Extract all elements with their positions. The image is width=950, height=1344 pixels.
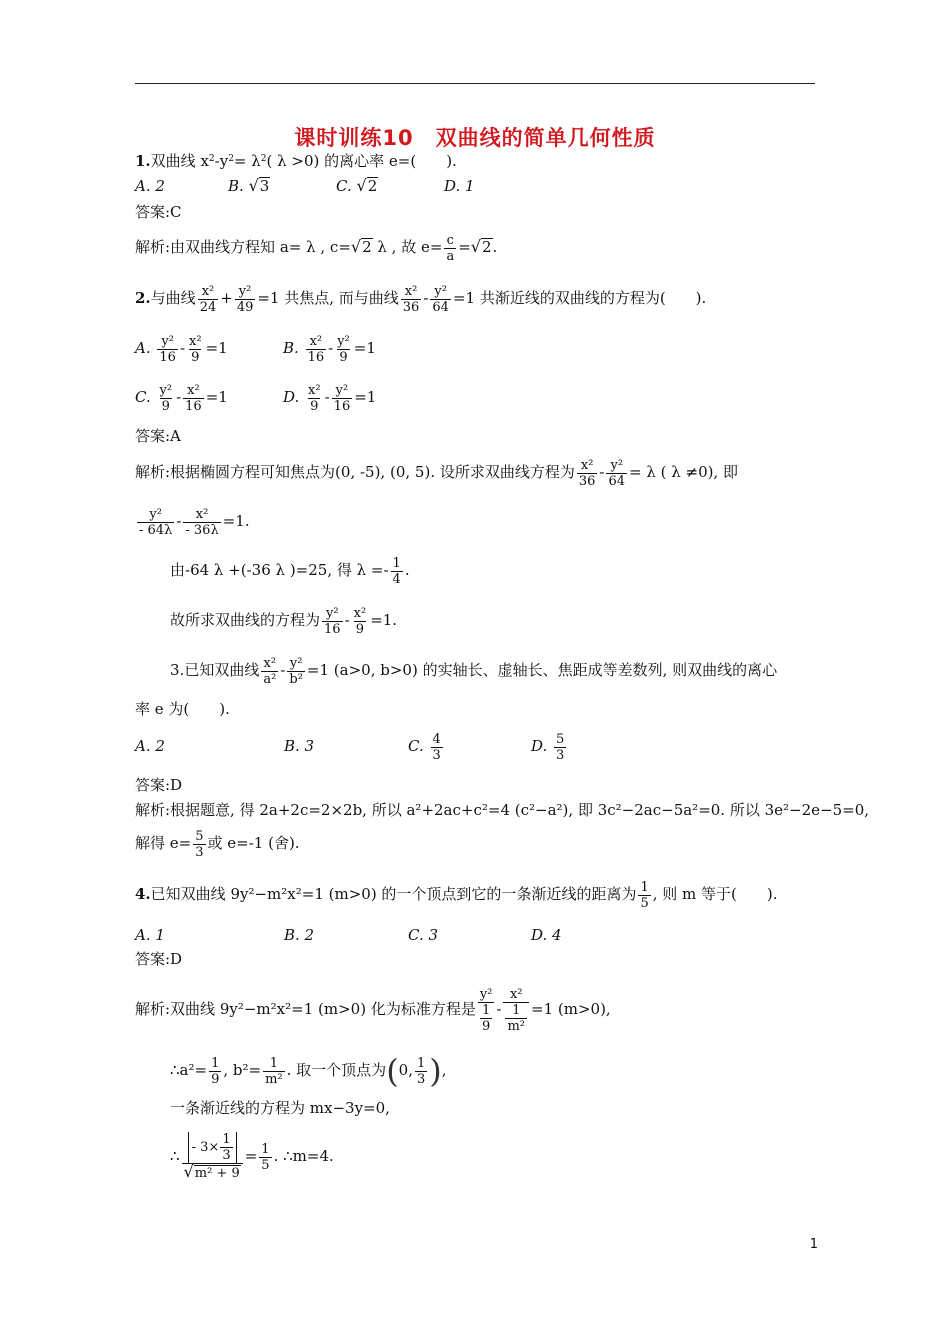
q4-option-a: A. 1 <box>135 926 165 944</box>
q4-answer: 答案:D <box>135 950 183 968</box>
header-rule <box>135 83 815 84</box>
q2-option-b: B. $\frac{\text{x²}}{16}$ - $\frac{\text{y²}}{9}$ =1 <box>283 333 376 365</box>
q3-option-a: A. 2 <box>135 737 165 755</box>
q2-stem: 2.与曲线 $\frac{\text{x²}}{24}$ + $\frac{\text{y²}}{49}$ =1 共焦点, 而与曲线 $\frac{\text{x²}}{36}$ - $\frac{\text{y²}}{64}$ =1 共渐近线的双曲线的方程为( ). <box>135 283 707 315</box>
q2-solution-1: 解析:根据椭圆方程可知焦点为(0, -5), (0, 5). 设所求双曲线方程为 $\frac{\text{x²}}{36}$ - $\frac{\text{y²}}{64}$ = λ ( λ ≠0), 即 <box>135 457 739 489</box>
q1-stem: 1.双曲线 $x^2-y^2= \lambda^2$( λ >0) 的离心率 e=( ). <box>135 152 457 170</box>
q4-solution-1: 解析:双曲线 9y²−m²x²=1 (m>0) 化为标准方程是 $\frac{\text{y²}}{\frac{1}{9}}$ - $\frac{\text{x²}}{\frac{1}{\text{m²}}}$ =1 (m>0), <box>135 986 611 1034</box>
q2-number: 2. <box>135 289 151 307</box>
q2-options-row2 <box>135 379 383 415</box>
page-number: 1 <box>809 1237 818 1252</box>
q1-option-d: D. 1 <box>444 177 475 195</box>
q4-solution-3: 一条渐近线的方程为 mx−3y=0, <box>170 1099 390 1117</box>
q2-solution-4: 故所求双曲线的方程为 $\frac{\text{y²}}{16}$ - $\frac{\text{x²}}{9}$ =1. <box>170 605 398 637</box>
q3-solution-2: 解得 e= $\frac{5}{3}$ 或 e=-1 (舍). <box>135 828 300 860</box>
q3-number: 3. <box>170 661 185 679</box>
q2-option-c: C. $\frac{\text{y²}}{9}$ - $\frac{\text{x²}}{16}$ =1 <box>135 382 228 414</box>
q3-answer: 答案:D <box>135 776 183 794</box>
q3-stem: 3.已知双曲线 $\frac{\text{x²}}{\text{a²}}$ - $\frac{\text{y²}}{\text{b²}}$ =1 (a>0, b>0) 的实轴长、虚轴长、焦距成等差数列, 则双曲线的离心 <box>170 655 778 687</box>
q4-solution-2: ∴a²= $\frac{1}{9}$ , b²= $\frac{1}{\text{m²}}$ . 取一个顶点为(0, $\frac{1}{3}$ ), <box>170 1052 447 1090</box>
q4-solution-4: ∴ - 3× $\frac{1}{3}$ √m² + 9 = $\frac{1}{5}$ . ∴m=4. <box>170 1132 334 1181</box>
q1-option-c: C. √2 <box>336 176 378 195</box>
q1-solution: 解析:由双曲线方程知 a= λ , c=√2 λ , 故 e= $\frac{c}{a}$ =√2. <box>135 232 498 264</box>
q4-number: 4. <box>135 885 151 903</box>
q1-answer: 答案:C <box>135 203 182 221</box>
q4-options <box>135 925 631 945</box>
q1-option-b: B. √3 <box>228 176 270 195</box>
q2-solution-3: 由-64 λ +(-36 λ )=25, 得 λ =- $\frac{1}{4}$ . <box>170 555 410 587</box>
q3-option-c: C. $\frac{4}{3}$ <box>408 731 441 763</box>
q4-option-d: D. 4 <box>531 926 562 944</box>
q3-stem-cont: 率 e 为( ). <box>135 700 230 718</box>
q4-option-c: C. 3 <box>408 926 439 944</box>
q2-options-row1 <box>135 330 383 366</box>
q3-solution-1: 解析:根据题意, 得 2a+2c=2×2b, 所以 a²+2ac+c²=4 (c²−a²), 即 3c²−2ac−5a²=0. 所以 3e²−2e−5=0, <box>135 801 870 819</box>
q2-option-d: D. $\frac{\text{x²}}{9}$ - $\frac{\text{y²}}{16}$ =1 <box>283 382 377 414</box>
q4-option-b: B. 2 <box>284 926 315 944</box>
q1-options <box>135 176 544 196</box>
q1-number: 1. <box>135 152 151 170</box>
q1-option-a: A. 2 <box>135 177 165 195</box>
q3-option-d: D. $\frac{5}{3}$ <box>531 731 565 763</box>
q2-option-a: A. $\frac{\text{y²}}{16}$ - $\frac{\text{x²}}{9}$ =1 <box>135 333 228 365</box>
q3-option-b: B. 3 <box>284 737 315 755</box>
q2-solution-2: $\frac{\text{y²}}{- 64\lambda}$ - $\frac{\text{x²}}{- 36\lambda}$ =1. <box>139 506 250 538</box>
q2-answer: 答案:A <box>135 427 181 445</box>
q4-stem: 4.已知双曲线 9y²−m²x²=1 (m>0) 的一个顶点到它的一条渐近线的距离为 $\frac{1}{5}$ , 则 m 等于( ). <box>135 879 778 911</box>
q3-options <box>135 728 631 764</box>
page-title: 课时训练10 双曲线的简单几何性质 <box>294 126 656 150</box>
